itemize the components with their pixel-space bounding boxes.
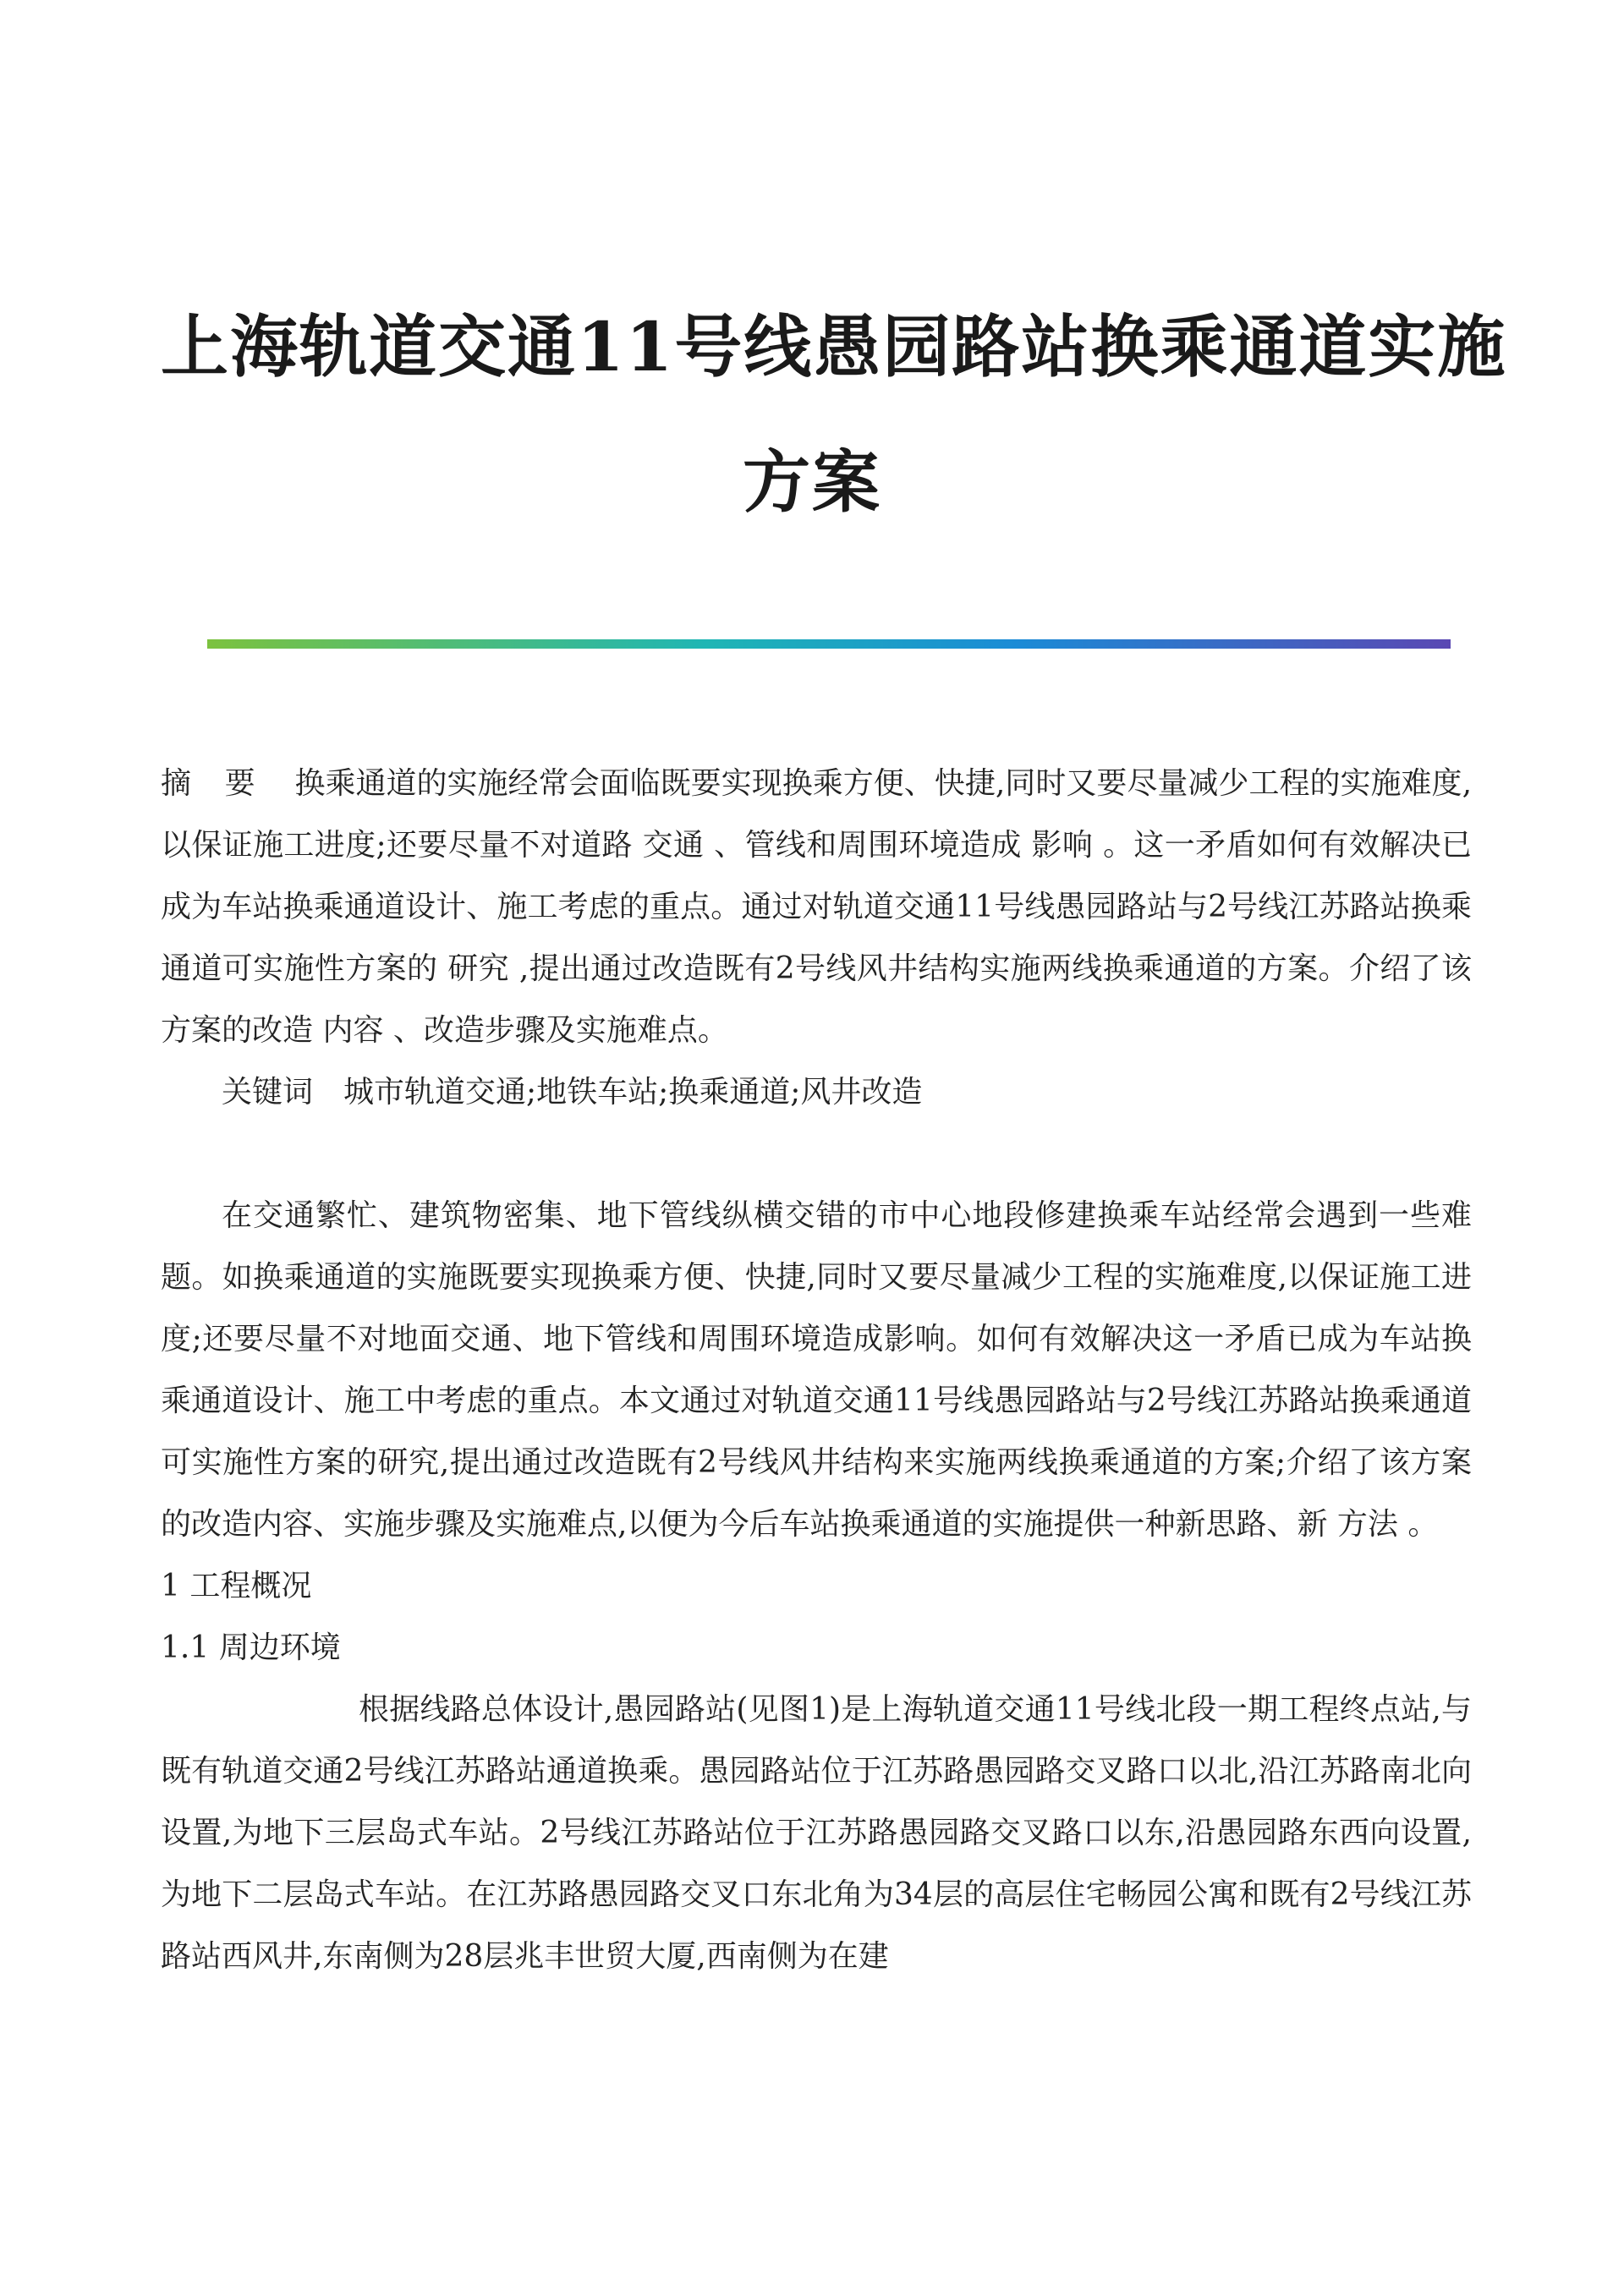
keywords-label: 关键词 — [222, 1075, 314, 1110]
abstract-paragraph — [161, 753, 1472, 1061]
keywords-text: 城市轨道交通;地铁车站;换乘通道;风井改造 — [343, 1075, 923, 1110]
title-line-2: 方案 — [743, 442, 881, 522]
section-1-heading: 1 工程概况 — [161, 1569, 312, 1603]
section-1-1-heading: 1.1 周边环境 — [161, 1630, 341, 1665]
title-divider — [207, 639, 1451, 649]
keywords-paragraph — [161, 1061, 1472, 1123]
intro-paragraph: 在交通繁忙、建筑物密集、地下管线纵横交错的市中心地段修建换乘车站经常会遇到一些难题。如换乘通道的实施既要实现换乘方便、快捷,同时又要尽量减少工程的实施难度,以保证施工进度;还要尽量不对地面交通、地下管线和周围环境造成影响。如何有效解决这一矛盾已成为车站换乘通道设计、施工中考虑的重点。本文通过对轨道交通11号线愚园路站与2号线江苏路站换乘通道可实施性方案的研究,提出通过改造既有2号线风井结构来实施两线换乘通道的方案;介绍了该方案的改造内容、实施步骤及实施难点,以便为今后车站换乘通道的实施提供一种新思路、新 方法 。 — [161, 1198, 1472, 1542]
title-line-1: 上海轨道交通11号线愚园路站换乘通道实施 — [161, 307, 1507, 386]
document-title — [161, 279, 1507, 550]
abstract-label: 摘要 — [161, 766, 289, 801]
abstract-text: 换乘通道的实施经常会面临既要实现换乘方便、快捷,同时又要尽量减少工程的实施难度,以保证施工进度;还要尽量不对道路 交通 、管线和周围环境造成 影响 。这一矛盾如何有效解决已成为车站换乘通道设计、施工考虑的重点。通过对轨道交通11号线愚园路站与2号线江苏路站换乘通道可实施性方案的 研究 ,提出通过改造既有2号线风井结构实施两线换乘通道的方案。介绍了该方案的改造 内容 、改造步骤及实施难点。 — [161, 766, 1473, 1048]
section-1-1-paragraph: 根据线路总体设计,愚园路站(见图1)是上海轨道交通11号线北段一期工程终点站,与既有轨道交通2号线江苏路站通道换乘。愚园路站位于江苏路愚园路交叉路口以北,沿江苏路南北向设置,为地下三层岛式车站。2号线江苏路站位于江苏路愚园路交叉路口以东,沿愚园路东西向设置,为地下二层岛式车站。在江苏路愚园路交叉口东北角为34层的高层住宅畅园公寓和既有2号线江苏路站西风井,东南侧为28层兆丰世贸大厦,西南侧为在建 — [161, 1692, 1472, 1974]
document-body — [161, 753, 1472, 1987]
paragraph-spacer — [161, 1123, 1472, 1185]
